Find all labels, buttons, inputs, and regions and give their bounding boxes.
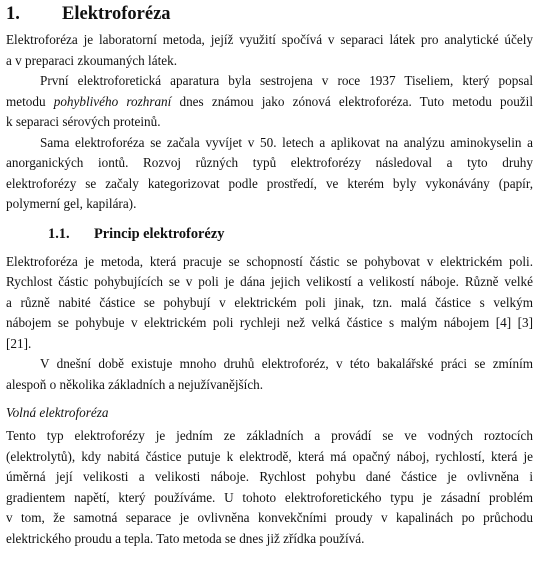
text-line: Elektroforéza je laboratorní metoda, jejíž využití spočívá v separaci látek pro analytické účely	[6, 32, 533, 47]
text-line: První elektroforetická aparatura byla sestrojena v roce 1937 Tiseliem, který popsal	[40, 73, 533, 88]
document-page	[6, 0, 533, 549]
italic-subheading: Volná elektroforéza	[6, 405, 109, 420]
text-line: Elektroforéza je metoda, která pracuje se schopností částic se pohybovat v elektrickém poli.	[6, 253, 533, 269]
italic-term: pohyblivého rozhraní	[53, 93, 172, 109]
text-line: Sama elektroforéza se začala vyvíjet v 50. letech a aplikovat na analýzu aminokyselin a	[40, 134, 533, 150]
text-line: [21].	[6, 335, 32, 351]
text-line: Tento typ elektroforézy je jedním ze základních a provádí se ve vodných roztocích	[6, 428, 533, 443]
section-title: Elektroforéza	[62, 4, 171, 24]
intro-paragraph-1	[6, 30, 533, 71]
text-line: (elektrolytů), kdy nabitá částice putuje k elektrodě, která má opačný náboj, rychlostí, která je	[6, 448, 533, 464]
text-run: dnes známou jako zónová elektroforéza. Tuto metodu použil	[171, 93, 533, 109]
subsection-title: Princip elektroforézy	[94, 225, 225, 242]
text-line: k separaci sérových proteinů.	[6, 114, 161, 129]
text-line: elektrického proudu a tepla. Tato metoda se dnes již zřídka používá.	[6, 530, 365, 546]
text-line: a v preparaci zkoumaných látek.	[6, 52, 177, 68]
text-line: nábojem se pohybuje v elektrickém poli rychleji než velká částice s malým nábojem [4] [3]	[6, 315, 533, 330]
text-line: a různě nabité částice se pohybují v elektrickém poli jinak, tzn. malá částice s velkým	[6, 294, 533, 310]
subsection-number: 1.1.	[48, 225, 70, 242]
subsection-heading	[6, 226, 533, 252]
text-line: gradientem napětí, který používáme. U tohoto elektroforetického typu je zásadní problém	[6, 489, 533, 505]
intro-paragraph-2	[6, 71, 533, 133]
text-line: V dnešní době existuje mnoho druhů elektroforéz, v této bakalářské práci se zmíním	[40, 356, 533, 371]
section-number: 1.	[6, 4, 20, 24]
text-line: alespoň o několika základních a nejužívanějších.	[6, 376, 264, 392]
principle-paragraph-1	[6, 252, 533, 355]
text-line: polymerní gel, kapilára).	[6, 196, 137, 211]
text-line: v tom, že samotná separace je ovlivněna konvekčními proudy v kapalinách po průchodu	[6, 510, 533, 525]
text-line	[6, 92, 533, 113]
free-electrophoresis-paragraph	[6, 426, 533, 549]
text-line: úměrná její velikosti a velikosti náboje. Rychlost pohybu dané částice je ovlivněna i	[6, 469, 533, 484]
text-line: elektroforézy se začaly kategorizovat podle prostředí, ve kterém byly vykonávány (papír,	[6, 175, 533, 191]
text-line: Rychlost částic pohybujících se v poli je dána jejich velikostí a velikostí náboje. Různě velké	[6, 274, 533, 289]
text-line: anorganických iontů. Rozvoj různých typů elektroforézy následoval a tyto druhy	[6, 155, 533, 170]
intro-paragraph-3	[6, 133, 533, 215]
principle-paragraph-2	[6, 354, 533, 395]
section-heading	[6, 4, 533, 30]
text-run: metodu	[6, 93, 54, 109]
